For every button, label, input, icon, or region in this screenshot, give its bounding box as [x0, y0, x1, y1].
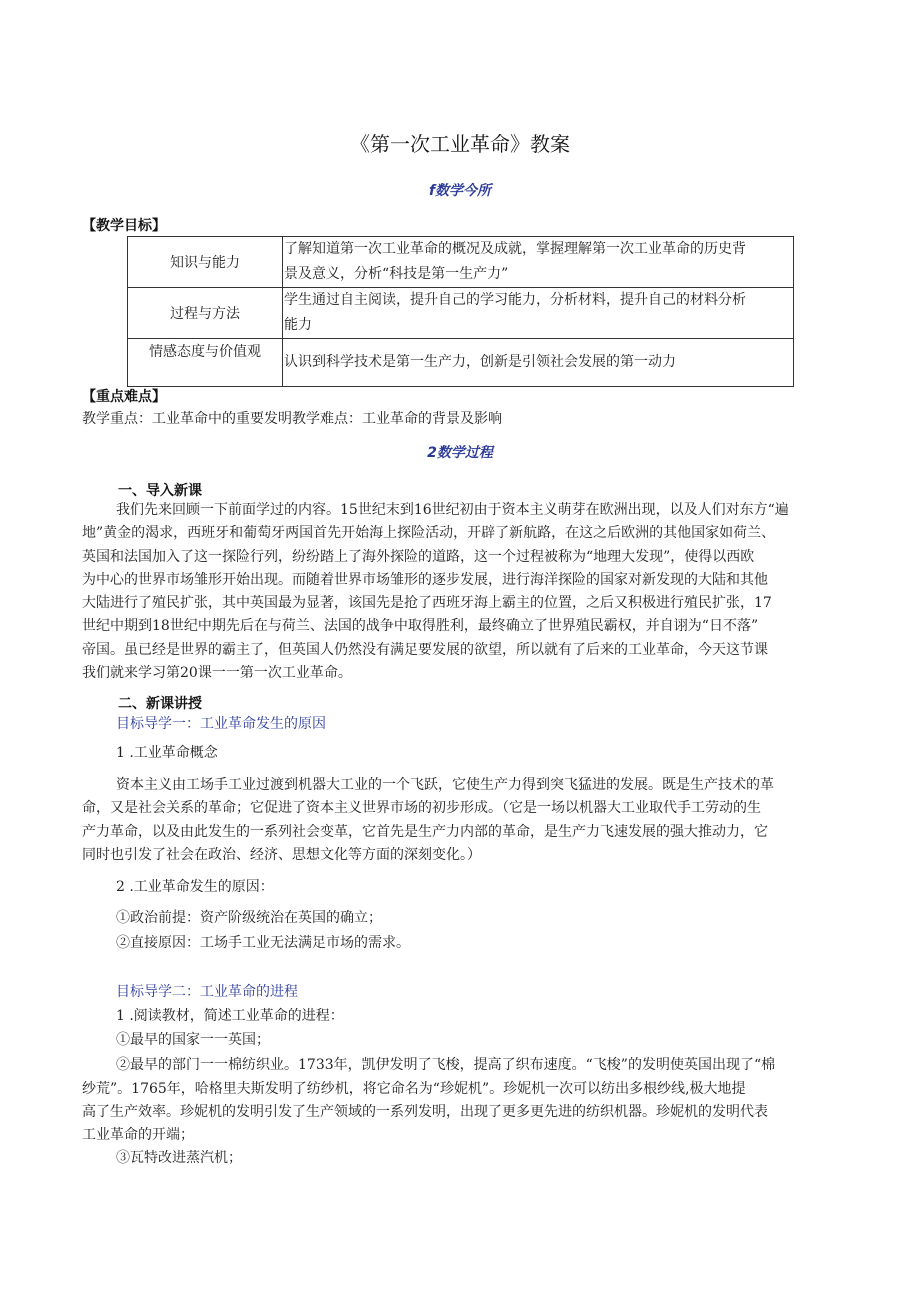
item2-line: ①政治前提：资产阶级统治在英国的确立；	[116, 910, 382, 926]
item1-paragraph: 资本主义由工场手工业过渡到机器大工业的一个飞跃，它使生产力得到突飞猛进的发展。既是生产技术的革 命，又是社会关系的革命；它促进了资本主义世界市场的初步形成。（它是一场以机器大工业取代手工劳动的生 产力革命，以及由此发生的一系列社会变革，它首先是生产力内部的革命，是生产力飞速发展的强大推动力，它 同时也引发了社会在政治、经济、思想文化等方面的深刻变化。）	[82, 777, 774, 863]
objective-label: 知识与能力	[128, 237, 283, 288]
objective-content: 了解知道第一次工业革命的概况及成就，掌握理解第一次工业革命的历史背 景及意义，分析“科技是第一生产力”	[283, 237, 794, 288]
objective-content: 学生通过自主阅读，提升自己的学习能力，分析材料，提升自己的材料分析 能力	[283, 288, 794, 339]
section1-heading: 一、导入新课	[118, 483, 202, 499]
item2-heading: 2 .工业革命发生的原因：	[116, 879, 274, 895]
item1-heading: 1 .工业革命概念	[116, 745, 218, 761]
goal1-heading: 目标导学一：工业革命发生的原因	[116, 716, 326, 732]
goal2-heading: 目标导学二：工业革命的进程	[116, 984, 298, 1000]
key-points-text: 教学重点：工业革命中的重要发明教学难点：工业革命的背景及影响	[82, 411, 502, 427]
item2-line: ②直接原因：工场手工业无法满足市场的需求。	[116, 935, 410, 951]
objectives-table	[127, 236, 794, 387]
key-points-heading: 【重点难点】	[82, 389, 166, 405]
goal2-paragraph: ①最早的国家一一英国； ②最早的部门一一棉纺织业。1733年，凯伊发明了飞梭，提高了织布速度。“飞梭”的发明使英国出现了“棉 纱荒”。1765年，哈格里夫斯发明了纺纱机，将它命名为“珍妮机”。珍妮机一次可以纺出多根纱线,极大地提 高了生产效率。珍妮机的发明引发了生产领域的一系列发明，出现了更多更先进的纺织机器。珍妮机的发明代表 工业革命的开端； ③瓦特改进蒸汽机；	[82, 1032, 776, 1167]
goal2-item1: 1 .阅读教材，简述工业革命的进程：	[116, 1008, 344, 1024]
section2-heading: 二、新课讲授	[118, 696, 202, 712]
process-heading: 2数学过程	[427, 445, 493, 461]
objectives-heading: 【教学目标】	[82, 218, 166, 234]
document-subtitle: f数学今所	[428, 183, 492, 199]
section1-paragraph: 我们先来回顾一下前面学过的内容。15世纪末到16世纪初由于资本主义萌芽在欧洲出现，以及人们对东方“遍 地”黄金的渴求，西班牙和葡萄牙两国首先开始海上探险活动，开辟了新航路，在这之后欧洲的其他国家如荷兰、 英国和法国加入了这一探险行列，纷纷踏上了海外探险的道路，这一个过程被称为“地理大发现”，使得以西欧 为中心的世界市场雏形开始出现。而随着世界市场雏形的逐步发展，进行海洋探险的国家对新发现的大陆和其他 大陆进行了殖民扩张，其中英国最为显著，该国先是抢了西班牙海上霸主的位置，之后又积极进行殖民扩张，17 世纪中期到18世纪中期先后在与荷兰、法国的战争中取得胜利，最终确立了世界殖民霸权，并自诩为“日不落” 帝国。虽已经是世界的霸主了，但英国人仍然没有满足要发展的欲望，所以就有了后来的工业革命，今天这节课 我们就来学习第20课一一第一次工业革命。	[82, 502, 789, 682]
objective-label: 过程与方法	[128, 288, 283, 339]
table-row	[128, 288, 794, 339]
document-title: 《第一次工业革命》教案	[350, 132, 570, 156]
objective-content: 认识到科学技术是第一生产力，创新是引领社会发展的第一动力	[283, 339, 794, 387]
table-row	[128, 339, 794, 387]
objective-label: 情感态度与价值观	[128, 339, 283, 387]
table-row	[128, 237, 794, 288]
